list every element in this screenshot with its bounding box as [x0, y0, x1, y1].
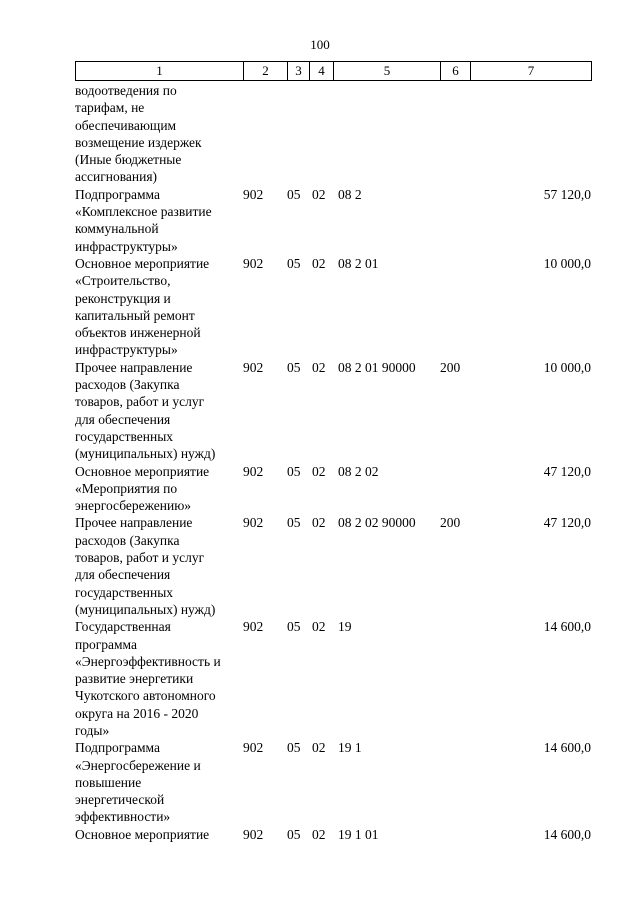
row-cell-c5: 19 — [338, 619, 352, 635]
row-cell-c2: 902 — [243, 826, 264, 842]
row-cell-c5: 19 1 01 — [338, 826, 379, 842]
row-cell-c4: 02 — [312, 740, 326, 756]
table-row — [75, 463, 591, 515]
row-description: Прочее направление расходов (Закупка товаров, работ и услуг для обеспечения государственных (муниципальных) нужд) — [75, 359, 216, 462]
row-cell-c3: 05 — [287, 186, 301, 202]
row-cell-c7: 14 600,0 — [543, 740, 591, 756]
row-cell-c7: 57 120,0 — [543, 186, 591, 202]
header-col-2: 2 — [244, 62, 288, 81]
table-row — [75, 618, 591, 739]
row-cell-c7: 47 120,0 — [543, 515, 591, 531]
row-cell-c2: 902 — [243, 740, 264, 756]
row-cell-c3: 05 — [287, 515, 301, 531]
row-cell-c4: 02 — [312, 255, 326, 271]
row-cell-c6: 200 — [440, 515, 461, 531]
row-cell-c2: 902 — [243, 186, 264, 202]
row-description: Прочее направление расходов (Закупка товаров, работ и услуг для обеспечения государственных (муниципальных) нужд) — [75, 515, 216, 617]
row-cell-c2: 902 — [243, 359, 264, 375]
row-description: Государственная программа «Энергоэффективность и развитие энергетики Чукотского автономного округа на 2016 - 2020 годы» — [75, 619, 221, 738]
table-row — [75, 739, 591, 825]
row-cell-c5: 08 2 02 90000 — [338, 515, 416, 531]
row-cell-c7: 14 600,0 — [543, 826, 591, 842]
table-header — [75, 61, 592, 81]
header-col-7: 7 — [471, 62, 592, 81]
page-number: 100 — [310, 37, 330, 52]
row-cell-c5: 19 1 — [338, 740, 362, 756]
row-cell-c3: 05 — [287, 359, 301, 375]
row-cell-c3: 05 — [287, 740, 301, 756]
row-cell-c2: 902 — [243, 463, 264, 479]
row-cell-c2: 902 — [243, 255, 264, 271]
row-description: Подпрограмма «Энергосбережение и повышение энергетической эффективности» — [75, 740, 201, 825]
table-row — [75, 514, 591, 618]
row-cell-c3: 05 — [287, 463, 301, 479]
row-cell-c2: 902 — [243, 515, 264, 531]
table-row — [75, 82, 591, 186]
header-col-5: 5 — [334, 62, 441, 81]
row-cell-c6: 200 — [440, 359, 461, 375]
row-cell-c3: 05 — [287, 255, 301, 271]
row-cell-c4: 02 — [312, 359, 326, 375]
row-cell-c4: 02 — [312, 619, 326, 635]
header-col-1: 1 — [76, 62, 244, 81]
table-row — [75, 826, 591, 843]
row-description: водоотведения по тарифам, не обеспечивающим возмещение издержек (Иные бюджетные ассигнования) — [75, 83, 202, 185]
table-row — [75, 359, 591, 463]
row-cell-c3: 05 — [287, 826, 301, 842]
row-cell-c4: 02 — [312, 463, 326, 479]
row-cell-c7: 10 000,0 — [543, 359, 591, 375]
row-cell-c5: 08 2 01 90000 — [338, 359, 416, 375]
row-cell-c4: 02 — [312, 826, 326, 842]
row-description: Основное мероприятие «Мероприятия по энергосбережению» — [75, 463, 210, 514]
row-cell-c7: 10 000,0 — [543, 255, 591, 271]
row-cell-c2: 902 — [243, 619, 264, 635]
row-description: Подпрограмма «Комплексное развитие коммунальной инфраструктуры» — [75, 186, 212, 254]
row-cell-c5: 08 2 — [338, 186, 362, 202]
row-description: Основное мероприятие — [75, 826, 210, 842]
header-col-3: 3 — [288, 62, 310, 81]
row-cell-c4: 02 — [312, 186, 326, 202]
table-body — [75, 82, 591, 843]
row-cell-c4: 02 — [312, 515, 326, 531]
row-cell-c5: 08 2 02 — [338, 463, 379, 479]
header-col-4: 4 — [310, 62, 334, 81]
row-cell-c7: 47 120,0 — [543, 463, 591, 479]
table-row — [75, 255, 591, 359]
row-cell-c5: 08 2 01 — [338, 255, 379, 271]
header-col-6: 6 — [441, 62, 471, 81]
row-cell-c7: 14 600,0 — [543, 619, 591, 635]
row-description: Основное мероприятие «Строительство, реконструкция и капитальный ремонт объектов инженерной инфраструктуры» — [75, 255, 210, 358]
row-cell-c3: 05 — [287, 619, 301, 635]
table-row — [75, 186, 591, 255]
